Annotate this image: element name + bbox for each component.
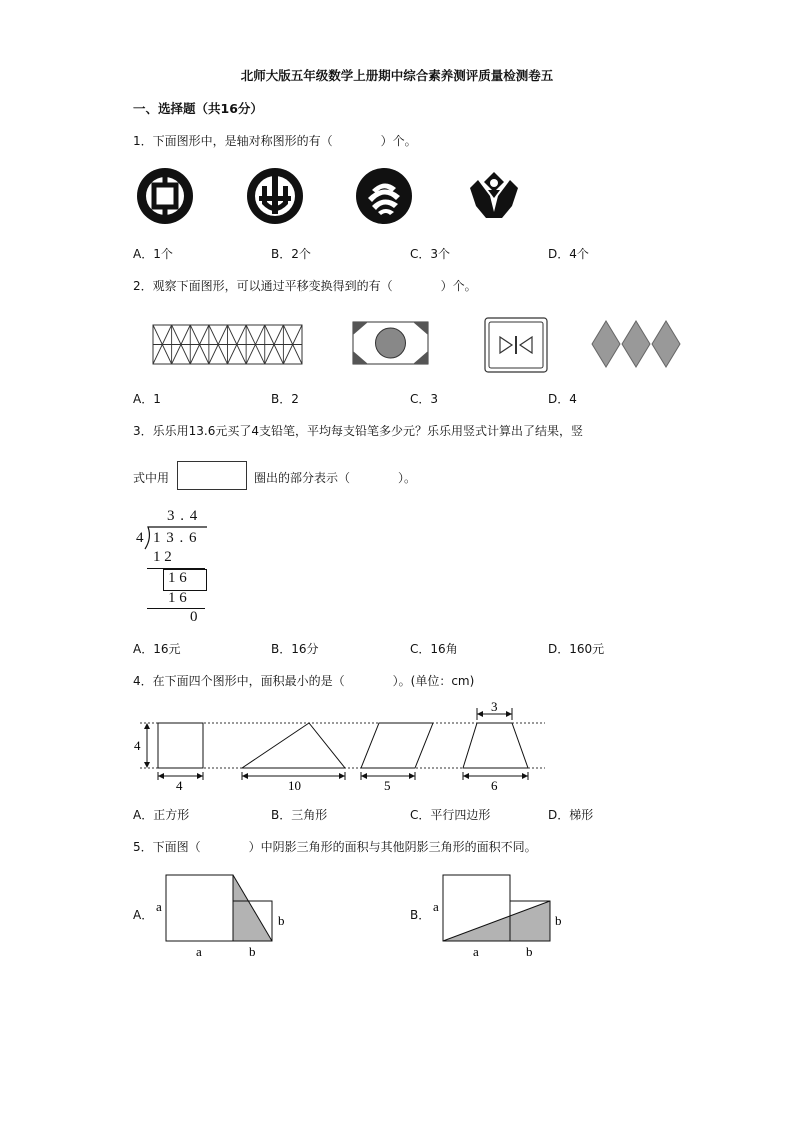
triangle-shape xyxy=(242,723,345,768)
three-diamonds-figure xyxy=(591,320,683,368)
question-5-text: 5．下面图（ ）中阴影三角形的面积与其他阴影三角形的面积不同。 xyxy=(133,840,537,854)
triangle-label: 10 xyxy=(288,778,301,793)
q3-option-b[interactable]: B．16分 xyxy=(271,642,319,656)
division-step3: 1 6 xyxy=(168,590,187,606)
fig-b-b-side: b xyxy=(555,913,562,928)
fig-a-b-bottom: b xyxy=(249,944,256,959)
q2-option-d[interactable]: D．4 xyxy=(548,392,577,406)
trapezoid-top-label: 3 xyxy=(491,699,498,714)
question-3-text-line2a: 式中用 xyxy=(133,471,170,485)
trapezoid-shape xyxy=(463,723,528,768)
parallelogram-shape xyxy=(361,723,433,768)
q2-option-a[interactable]: A．1 xyxy=(133,392,161,406)
q1-option-d[interactable]: D．4个 xyxy=(548,247,589,261)
square-label: 4 xyxy=(176,778,183,793)
q1-option-a[interactable]: A．1个 xyxy=(133,247,173,261)
division-divisor: 4 xyxy=(136,530,144,546)
fig-a-a-side: a xyxy=(156,899,162,914)
china-mobile-logo-icon xyxy=(354,166,414,226)
parallelogram-label: 5 xyxy=(384,778,391,793)
question-2-text: 2．观察下面图形，可以通过平移变换得到的有（ ）个。 xyxy=(133,279,477,293)
area-figures xyxy=(125,698,550,798)
square-shape xyxy=(158,723,203,768)
q2-option-b[interactable]: B．2 xyxy=(271,392,299,406)
hands-logo-icon xyxy=(464,166,524,224)
q1-option-b[interactable]: B．2个 xyxy=(271,247,311,261)
q5-figure-b xyxy=(428,870,573,962)
division-dividend: 1 3 . 6 xyxy=(153,530,198,546)
division-step2: 1 6 xyxy=(168,570,187,586)
play-pause-symbol-figure xyxy=(484,317,548,373)
q2-option-c[interactable]: C．3 xyxy=(410,392,439,406)
division-quotient: 3 . 4 xyxy=(167,508,199,524)
q4-option-a[interactable]: A．正方形 xyxy=(133,808,190,822)
q5-figure-a-label[interactable]: A． xyxy=(133,908,154,922)
q4-option-b[interactable]: B．三角形 xyxy=(271,808,328,822)
division-remainder: 0 xyxy=(190,609,198,625)
page-title: 北师大版五年级数学上册期中综合素养测评质量检测卷五 xyxy=(240,68,554,83)
q1-option-c[interactable]: C．3个 xyxy=(410,247,451,261)
section-heading: 一、选择题（共16分） xyxy=(133,101,263,116)
question-1-text: 1．下面图形中，是轴对称图形的有（ ）个。 xyxy=(133,134,417,148)
answer-box-sample xyxy=(177,461,247,490)
question-3-text-line2b: 圈出的部分表示（ ）。 xyxy=(254,471,417,485)
fig-b-a-bottom: a xyxy=(473,944,479,959)
q3-option-d[interactable]: D．160元 xyxy=(548,642,605,656)
q5-figure-b-label[interactable]: B． xyxy=(410,908,431,922)
q4-option-d[interactable]: D．梯形 xyxy=(548,808,594,822)
fig-a-a-bottom: a xyxy=(196,944,202,959)
trapezoid-bottom-label: 6 xyxy=(491,778,498,793)
q5-figure-a xyxy=(150,870,295,962)
lattice-pattern-figure xyxy=(152,324,304,366)
fig-a-b-side: b xyxy=(278,913,285,928)
question-4-text: 4．在下面四个图形中，面积最小的是（ ）。(单位：cm) xyxy=(133,674,475,688)
question-3-text-line1: 3．乐乐用13.6元买了4支铅笔，平均每支铅笔多少元？乐乐用竖式计算出了结果，竖 xyxy=(133,424,583,438)
circle-in-rect-figure xyxy=(352,321,429,365)
q3-option-a[interactable]: A．16元 xyxy=(133,642,181,656)
q4-option-c[interactable]: C．平行四边形 xyxy=(410,808,491,822)
q3-option-c[interactable]: C．16角 xyxy=(410,642,458,656)
icbc-logo-icon xyxy=(135,166,195,226)
fig-b-a-side: a xyxy=(433,899,439,914)
abc-bank-logo-icon xyxy=(246,166,304,226)
height-label: 4 xyxy=(134,738,141,753)
division-step1: 1 2 xyxy=(153,549,172,565)
fig-b-b-bottom: b xyxy=(526,944,533,959)
